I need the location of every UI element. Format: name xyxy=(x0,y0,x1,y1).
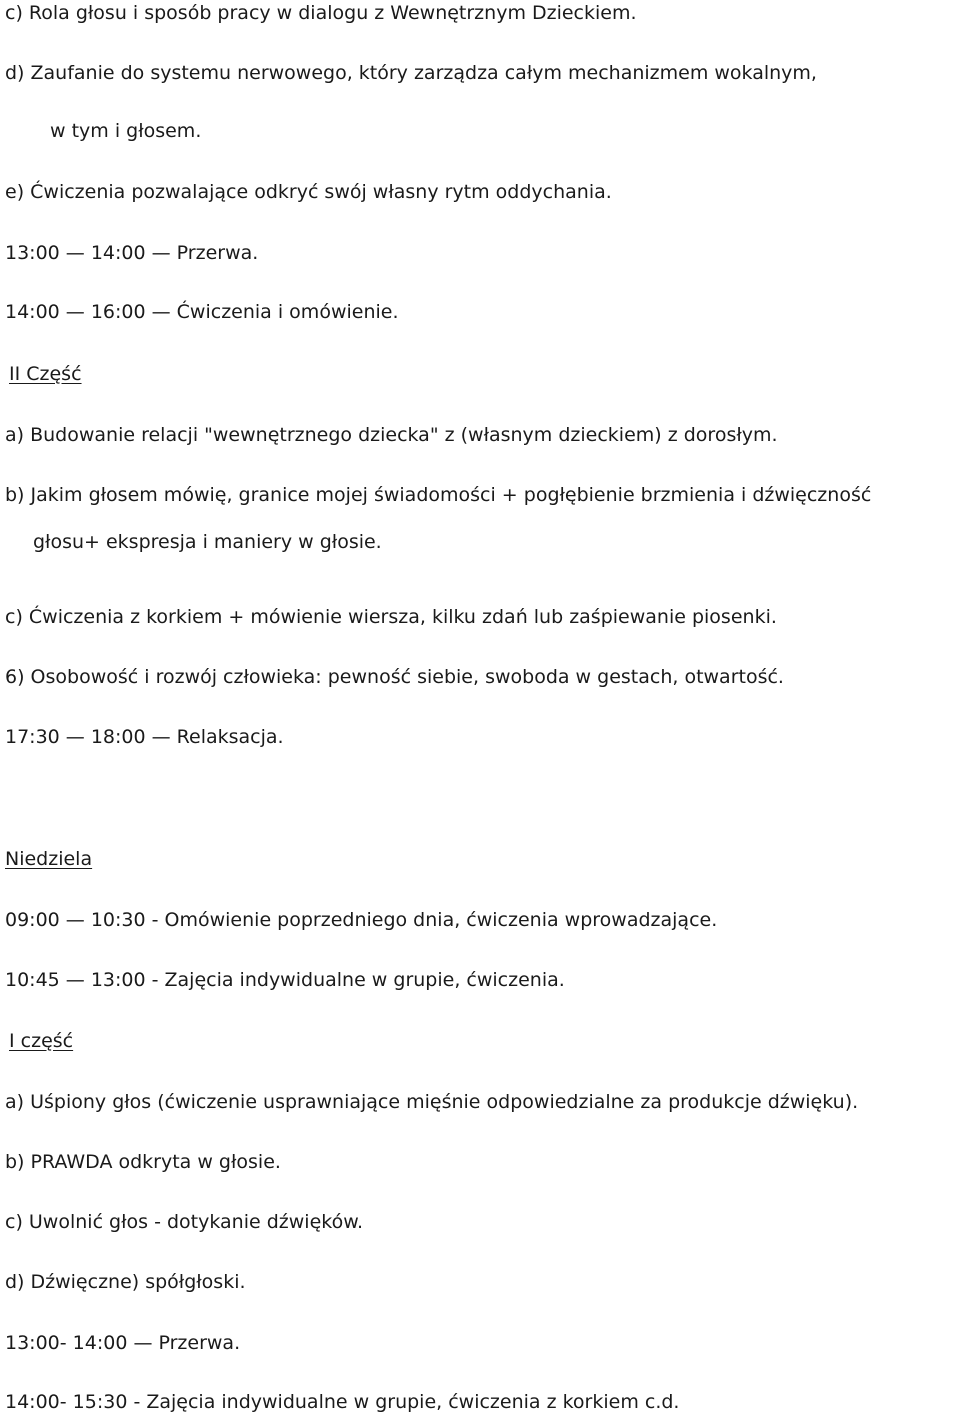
schedule-line: 13:00- 14:00 — Przerwa. xyxy=(5,1332,241,1354)
text-line: c) Ćwiczenia z korkiem + mówienie wiersza, kilku zdań lub zaśpiewanie piosenki. xyxy=(5,606,777,628)
text-line: d) Dźwięczne) spółgłoski. xyxy=(5,1271,246,1293)
schedule-line: 09:00 — 10:30 - Omówienie poprzedniego dnia, ćwiczenia wprowadzające. xyxy=(5,909,718,931)
schedule-line: 14:00- 15:30 - Zajęcia indywidualne w grupie, ćwiczenia z korkiem c.d. xyxy=(5,1391,680,1413)
text-line: głosu+ ekspresja i maniery w głosie. xyxy=(33,531,382,553)
schedule-line: 13:00 — 14:00 — Przerwa. xyxy=(5,242,259,264)
text-line: w tym i głosem. xyxy=(50,120,202,142)
section-heading: II Część xyxy=(9,363,82,385)
text-line: a) Budowanie relacji "wewnętrznego dziecka" z (własnym dzieckiem) z dorosłym. xyxy=(5,424,778,446)
day-heading: Niedziela xyxy=(5,848,93,870)
text-line: b) Jakim głosem mówię, granice mojej świadomości + pogłębienie brzmienia i dźwięczność xyxy=(5,484,872,506)
text-line: e) Ćwiczenia pozwalające odkryć swój własny rytm oddychania. xyxy=(5,181,612,203)
schedule-line: 14:00 — 16:00 — Ćwiczenia i omówienie. xyxy=(5,301,399,323)
text-line: a) Uśpiony głos (ćwiczenie usprawniające mięśnie odpowiedzialne za produkcje dźwięku). xyxy=(5,1091,859,1113)
text-line: d) Zaufanie do systemu nerwowego, który zarządza całym mechanizmem wokalnym, xyxy=(5,62,817,84)
text-line: c) Uwolnić głos - dotykanie dźwięków. xyxy=(5,1211,364,1233)
schedule-line: 17:30 — 18:00 — Relaksacja. xyxy=(5,726,284,748)
text-line: c) Rola głosu i sposób pracy w dialogu z Wewnętrznym Dzieckiem. xyxy=(5,2,637,24)
text-line: 6) Osobowość i rozwój człowieka: pewność siebie, swoboda w gestach, otwartość. xyxy=(5,666,784,688)
schedule-line: 10:45 — 13:00 - Zajęcia indywidualne w grupie, ćwiczenia. xyxy=(5,969,565,991)
text-line: b) PRAWDA odkryta w głosie. xyxy=(5,1151,281,1173)
section-heading: I część xyxy=(9,1030,74,1052)
